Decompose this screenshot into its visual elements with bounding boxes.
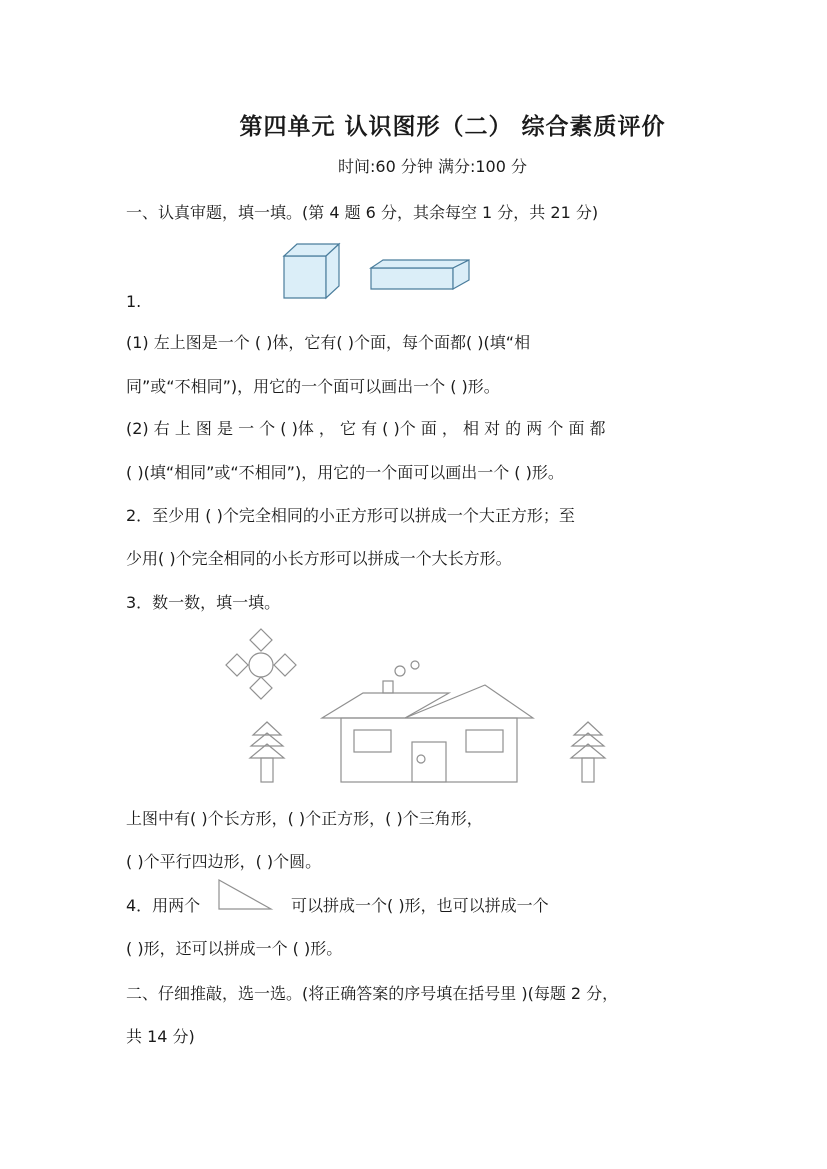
- cube-and-cuboid-figure: [280, 240, 475, 302]
- question-4-part-1: 4．用两个: [126, 896, 201, 915]
- chimney: [383, 681, 393, 693]
- question-1-number: 1.: [126, 292, 142, 311]
- question-3-prompt: 3．数一数，填一填。: [126, 593, 281, 612]
- question-4-line-2: ( )形，还可以拼成一个 ( )形。: [126, 939, 343, 958]
- question-1-2-line-2: ( )(填“相同”或“不相同”)，用它的一个面可以画出一个 ( )形。: [126, 463, 564, 482]
- question-3-answer-line-2: ( )个平行四边形，( )个圆。: [126, 852, 322, 871]
- page-title: 第四单元 认识图形（二） 综合素质评价: [239, 113, 666, 140]
- question-2-line-2: 少用( )个完全相同的小长方形可以拼成一个大长方形。: [126, 549, 512, 568]
- question-2-line-1: 2．至少用 ( )个完全相同的小正方形可以拼成一个大正方形；至: [126, 506, 575, 525]
- flower-figure: [226, 629, 296, 699]
- left-tree-figure: [250, 722, 284, 782]
- question-3-answer-line-1: 上图中有( )个长方形，( )个正方形，( )个三角形，: [126, 809, 483, 828]
- question-1-2-line-1: (2) 右 上 图 是 一 个 ( )体 ， 它 有 ( )个 面 ， 相 对 的 两 个 面 都: [126, 419, 606, 438]
- right-triangle-figure: [217, 878, 275, 913]
- cuboid-figure: [371, 260, 469, 289]
- section-2-heading-line-1: 二、仔细推敲，选一选。(将正确答案的序号填在括号里 )(每题 2 分，: [126, 984, 619, 1003]
- section-1-heading: 一、认真审题，填一填。(第 4 题 6 分，其余每空 1 分，共 21 分): [126, 203, 599, 222]
- smoke-circle: [411, 661, 419, 669]
- house-scene-figure: [220, 625, 615, 787]
- section-2-heading-line-2: 共 14 分): [126, 1027, 195, 1046]
- exam-info: 时间:60 分钟 满分:100 分: [338, 157, 527, 176]
- right-tree-figure: [571, 722, 605, 782]
- question-1-1-line-2: 同”或“不相同”)，用它的一个面可以画出一个 ( )形。: [126, 377, 500, 396]
- question-1-1-line-1: (1) 左上图是一个 ( )体，它有( )个面，每个面都( )(填“相: [126, 333, 531, 352]
- cube-figure: [284, 244, 339, 298]
- question-4-part-2: 可以拼成一个( )形，也可以拼成一个: [291, 896, 549, 915]
- house-figure: [322, 685, 533, 782]
- smoke-circle: [395, 666, 405, 676]
